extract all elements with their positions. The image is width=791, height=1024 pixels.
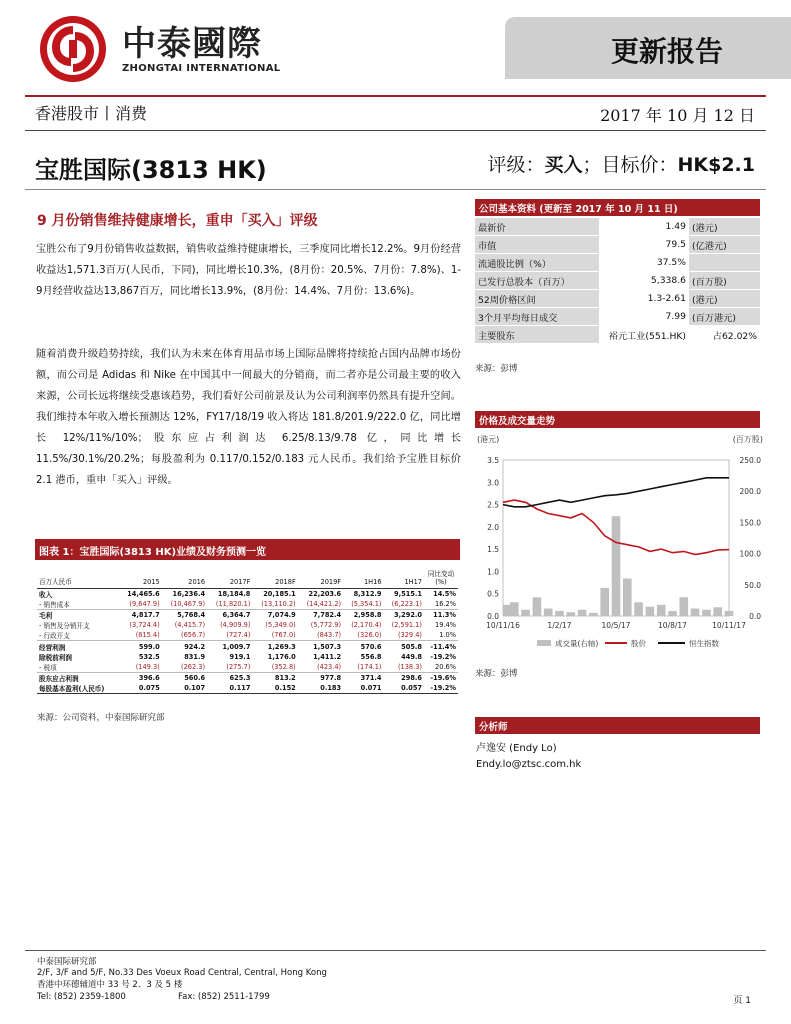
volume-bar <box>679 597 688 616</box>
company-info-table <box>475 217 760 344</box>
volume-bar <box>533 597 542 616</box>
paragraph-outlook: 随着消费升级趋势持续，我们认为未来在体育用品市场上国际品牌将持续抢占国内品牌市场份额，而公司是 Adidas 和 Nike 在中国其中一间最大的分销商，而二者亦是公司最主要的收入来源，公司长远将继续受惠该趋势，我们看好公司前景及认为公司利润率仍然具有提升空间。我们维持本年收入增长预测达 12%，FY17/18/19 收入将达 181.8/201.9/222.0 亿，同比增长 12%/11%/10%；股东应占利润达 6.25/8.13/9.78 亿，同比增长 11.5%/30.1%/20.2%；每股盈利为 0.117/0.152/0.183 元人民币。我们给予宝胜目标价 2.1 港币，重申「买入」评级。 <box>36 349 461 486</box>
table-cell: 449.8 <box>401 652 422 661</box>
table-cell: (2,170.4) <box>351 621 382 630</box>
table-cell: (4,909.9) <box>220 621 251 630</box>
info-row <box>475 290 760 307</box>
info-unit: (港元) <box>689 290 760 307</box>
info-unit: 占62.02% <box>689 326 760 343</box>
info-value: 1.3-2.61 <box>647 293 686 304</box>
x-tick-label: 10/8/17 <box>658 621 687 630</box>
table-unit-label: 百万人民币 <box>37 566 119 588</box>
table-cell: 5,768.4 <box>162 609 207 620</box>
table-cell: (138.3) <box>397 663 422 672</box>
right-axis-unit: (百万股) <box>732 435 763 444</box>
target-label: ；目标价： <box>582 154 678 176</box>
table-cell: 1,507.3 <box>298 641 343 652</box>
table-cell: 813.2 <box>252 673 297 684</box>
legend-volume: 成交量(右轴) <box>555 639 599 648</box>
right-tick-label: 200.0 <box>739 487 761 497</box>
table-cell: 560.6 <box>162 673 207 684</box>
info-unit: (亿港元) <box>689 236 760 253</box>
table-cell: 396.6 <box>119 673 162 684</box>
volume-bars <box>503 516 733 616</box>
table-row <box>37 599 458 610</box>
table-cell: (149.3) <box>135 663 160 672</box>
info-source: 来源：彭博 <box>475 364 518 374</box>
info-row <box>475 218 760 235</box>
table-cell: (14,421.2) <box>306 599 342 608</box>
footer-divider <box>25 950 766 951</box>
table-cell: 20.6% <box>435 663 456 672</box>
table-cell: (843.7) <box>317 631 342 640</box>
row-label: 毛利 <box>37 609 119 620</box>
footer-fax: Fax: (852) 2511-1799 <box>178 992 270 1002</box>
index-series-line <box>503 478 729 507</box>
table-header-row <box>37 566 458 588</box>
column-header: 2019F <box>298 566 343 588</box>
table-cell: 977.8 <box>298 673 343 684</box>
info-label: 市值 <box>475 236 599 253</box>
info-unit: (百万股) <box>689 272 760 289</box>
table-cell: (727.4) <box>226 631 251 640</box>
table-cell: (423.4) <box>317 663 342 672</box>
table-cell: (275.7) <box>226 663 251 672</box>
table-cell: 6,364.7 <box>207 609 252 620</box>
table-cell: 831.9 <box>184 652 206 661</box>
right-tick-label: 100.0 <box>739 549 761 559</box>
info-value: 1.49 <box>665 221 686 232</box>
row-label: - 行政开支 <box>39 632 70 641</box>
table-cell: 1,269.3 <box>252 641 297 652</box>
price-chart-title: 价格及成交量走势 <box>475 411 760 428</box>
volume-bar <box>521 610 530 616</box>
left-tick-label: 0.5 <box>487 589 499 599</box>
row-label: 每股基本盈利(人民币) <box>37 683 119 694</box>
table-cell: 7,074.9 <box>252 609 297 620</box>
rating-value: 买入 <box>544 154 583 176</box>
table-row <box>37 683 458 694</box>
chart-source: 来源：彭博 <box>475 669 518 679</box>
table-cell: 16,236.4 <box>172 589 206 598</box>
brand-name-cn: 中泰國際 <box>122 24 262 64</box>
rating-label: 评级： <box>487 154 545 176</box>
table-cell: -19.6% <box>424 673 458 684</box>
column-header: 2015 <box>119 566 162 588</box>
table-cell: 18,184.8 <box>217 589 251 598</box>
info-row <box>475 236 760 253</box>
left-tick-label: 2.0 <box>487 522 499 532</box>
table-cell: 1,411.2 <box>313 652 342 661</box>
legend-volume-swatch <box>537 640 551 646</box>
info-unit: (百万港元) <box>689 308 760 325</box>
column-header: 1H16 <box>343 566 383 588</box>
table-cell: (11,820.1) <box>215 599 251 608</box>
divider <box>25 189 766 190</box>
info-label: 主要股东 <box>475 326 599 343</box>
table-cell: 0.071 <box>343 683 383 694</box>
table-cell: (767.0) <box>271 631 296 640</box>
table-row <box>37 662 458 673</box>
left-tick-label: 2.5 <box>487 500 499 510</box>
table-row <box>37 641 458 652</box>
table-cell: (326.0) <box>357 631 382 640</box>
table-cell: (262.3) <box>181 663 206 672</box>
left-tick-label: 3.5 <box>487 456 499 465</box>
info-value: 7.99 <box>665 311 686 322</box>
column-header: 1H17 <box>384 566 424 588</box>
row-label: 经营利润 <box>37 641 119 652</box>
table-row <box>37 630 458 641</box>
table-cell: 625.3 <box>207 673 252 684</box>
info-row <box>475 254 760 271</box>
volume-bar <box>600 588 609 616</box>
table-cell: 556.8 <box>360 652 382 661</box>
table-cell: 9,515.1 <box>394 589 422 598</box>
table1-title: 图表 1：宝胜国际(3813 HK)业绩及财务预测一览 <box>35 539 460 560</box>
table-cell: (656.7) <box>181 631 206 640</box>
volume-bar <box>555 611 564 616</box>
x-tick-label: 10/11/16 <box>486 621 520 630</box>
info-label: 52周价格区间 <box>475 290 599 307</box>
analyst-title: 分析师 <box>475 717 760 734</box>
table-row <box>37 609 458 620</box>
table-cell: 3,292.0 <box>384 609 424 620</box>
table-cell: (5,349.0) <box>265 621 296 630</box>
table-cell: 14.5% <box>433 589 456 598</box>
table-cell: -19.2% <box>424 683 458 694</box>
table-row <box>37 673 458 684</box>
left-tick-label: 1.0 <box>487 567 499 577</box>
table-cell: 14,465.6 <box>127 589 160 598</box>
table-cell: 11.3% <box>424 609 458 620</box>
table-cell: (615.4) <box>135 631 160 640</box>
market-sector: 香港股市丨消费 <box>35 104 148 123</box>
volume-bar <box>566 612 575 616</box>
table-cell: 1.0% <box>439 631 456 640</box>
column-header: 同比变动 (%) <box>424 566 458 588</box>
table-cell: 919.1 <box>229 652 251 661</box>
brand-name-en: ZHONGTAI INTERNATIONAL <box>122 63 281 74</box>
volume-bar <box>702 610 711 616</box>
company-title: 宝胜国际(3813 HK) <box>35 156 267 184</box>
info-label: 流通股比例（%） <box>475 254 599 271</box>
table-cell: 22,203.6 <box>308 589 342 598</box>
row-label: - 销售成本 <box>39 600 70 609</box>
financial-forecast-table <box>37 566 458 694</box>
info-unit <box>689 254 760 271</box>
table-cell: 0.075 <box>119 683 162 694</box>
table-cell: 8,312.9 <box>353 589 382 598</box>
company-info-title: 公司基本资料 (更新至 2017 年 10 月 11 日) <box>475 199 760 216</box>
table-cell: 20,185.1 <box>263 589 296 598</box>
volume-bar <box>713 607 722 616</box>
info-unit: (港元) <box>689 218 760 235</box>
info-row <box>475 272 760 289</box>
legend-index: 恒生指数 <box>689 639 719 648</box>
target-price: HK$2.1 <box>677 154 755 176</box>
table-cell: (6,223.1) <box>391 599 422 608</box>
info-label: 3个月平均每日成交 <box>475 308 599 325</box>
left-tick-label: 0.0 <box>487 612 499 621</box>
info-row <box>475 326 760 343</box>
info-value: 5,338.6 <box>650 275 686 286</box>
left-tick-label: 1.5 <box>487 545 499 555</box>
volume-bar <box>725 611 734 616</box>
table-cell: 298.6 <box>384 673 424 684</box>
table-cell: (4,415.7) <box>174 621 206 630</box>
analyst-name: 卢逸安 (Endy Lo) <box>476 743 557 754</box>
table-cell: (329.4) <box>397 631 422 640</box>
left-axis-unit: (港元) <box>477 435 500 444</box>
analyst-email[interactable]: Endy.lo@ztsc.com.hk <box>476 759 582 770</box>
row-label: 除税前利润 <box>39 653 72 662</box>
footer-address-en: 2/F, 3/F and 5/F, No.33 Des Voeux Road Central, Central, Hong Kong <box>37 968 327 978</box>
info-value: 37.5% <box>656 257 686 268</box>
report-type: 更新报告 <box>610 35 723 68</box>
info-value: 79.5 <box>665 239 686 250</box>
table-cell: 532.5 <box>138 652 160 661</box>
table-row <box>37 652 458 663</box>
volume-bar <box>510 602 519 616</box>
x-tick-label: 10/11/17 <box>712 621 746 630</box>
row-label: - 销售及分销开支 <box>39 622 90 631</box>
table-cell: (3,724.4) <box>129 621 160 630</box>
table-cell: 1,009.7 <box>207 641 252 652</box>
right-tick-label: 0.0 <box>749 612 761 621</box>
page-number: 页 1 <box>733 996 751 1006</box>
footer-tel: Tel: (852) 2359-1800 <box>37 992 126 1002</box>
table-cell: 19.4% <box>435 621 456 630</box>
table-cell: (5,354.1) <box>351 599 382 608</box>
volume-bar <box>634 602 643 616</box>
info-value: 裕元工业(551.HK) <box>599 326 689 343</box>
table-cell: 599.0 <box>119 641 162 652</box>
right-tick-label: 250.0 <box>739 456 761 465</box>
table-cell: 1,176.0 <box>267 652 296 661</box>
volume-bar <box>646 607 655 616</box>
x-tick-label: 1/2/17 <box>547 621 572 630</box>
header-divider <box>25 95 766 97</box>
legend-price: 股价 <box>631 639 646 648</box>
table1-source: 来源：公司资料，中泰国际研究部 <box>37 713 165 723</box>
x-tick-label: 10/5/17 <box>601 621 631 630</box>
volume-bar <box>657 605 666 616</box>
table-cell: 16.2% <box>435 599 456 608</box>
table-row <box>37 620 458 631</box>
table-row <box>37 588 458 599</box>
table-cell: -19.2% <box>430 652 456 661</box>
table-cell: 570.6 <box>343 641 383 652</box>
table-cell: (352.8) <box>271 663 296 672</box>
row-label: - 税项 <box>39 664 57 673</box>
table-cell: 4,817.7 <box>119 609 162 620</box>
column-header: 2016 <box>162 566 207 588</box>
left-tick-label: 3.0 <box>487 478 499 488</box>
table-cell: (174.1) <box>357 663 382 672</box>
column-header: 2017F <box>207 566 252 588</box>
table-cell: 2,958.8 <box>343 609 383 620</box>
table-cell: 0.183 <box>298 683 343 694</box>
rating-line <box>487 150 755 177</box>
volume-bar <box>691 609 700 616</box>
table-cell: (13,110.2) <box>261 599 296 608</box>
volume-bar <box>544 609 553 616</box>
table-cell: 0.152 <box>252 683 297 694</box>
price-volume-chart <box>475 430 765 666</box>
volume-bar <box>612 516 621 616</box>
table-cell: 0.107 <box>162 683 207 694</box>
info-label: 已发行总股本（百万） <box>475 272 599 289</box>
table-cell: 0.057 <box>384 683 424 694</box>
volume-bar <box>578 610 587 616</box>
info-row <box>475 308 760 325</box>
right-tick-label: 50.0 <box>744 580 761 590</box>
row-label: 股东应占利润 <box>37 673 119 684</box>
paragraph-summary: 宝胜公布了9月份销售收益数据，销售收益维持健康增长，三季度同比增长12.2%。9月份经营收益达1,571.3百万(人民币，下同)，同比增长10.3%，(8月份：20.5%、7月份：7.8%)、1-9月经营收益达13,867百万，同比增长13.9%，(8月份：14.4%、7月份：13.6%)。 <box>36 244 461 297</box>
column-header: 2018F <box>252 566 297 588</box>
table-cell: 371.4 <box>343 673 383 684</box>
table-cell: (9,647.9) <box>129 599 160 608</box>
headline: 9 月份销售维持健康增长，重申「买入」评级 <box>37 213 318 229</box>
divider <box>25 130 766 131</box>
zhongtai-logo-icon <box>38 14 108 84</box>
footer-firm: 中泰国际研究部 <box>37 957 97 967</box>
table-cell: 924.2 <box>162 641 207 652</box>
table-cell: (5,772.9) <box>310 621 342 630</box>
table-cell: 0.117 <box>207 683 252 694</box>
table-cell: 7,782.4 <box>298 609 343 620</box>
table-cell: -11.4% <box>424 641 458 652</box>
table-cell: 505.8 <box>384 641 424 652</box>
volume-bar <box>589 613 598 616</box>
volume-bar <box>668 611 677 616</box>
report-date: 2017 年 10 月 12 日 <box>600 106 755 125</box>
volume-bar <box>623 579 632 616</box>
table-cell: (10,467.9) <box>170 599 206 608</box>
footer-address-cn: 香港中环德辅道中 33 号 2、3 及 5 楼 <box>37 980 183 990</box>
info-label: 最新价 <box>475 218 599 235</box>
right-tick-label: 150.0 <box>739 518 761 528</box>
table-cell: (2,591.1) <box>391 621 422 630</box>
row-label: 收入 <box>39 590 53 599</box>
